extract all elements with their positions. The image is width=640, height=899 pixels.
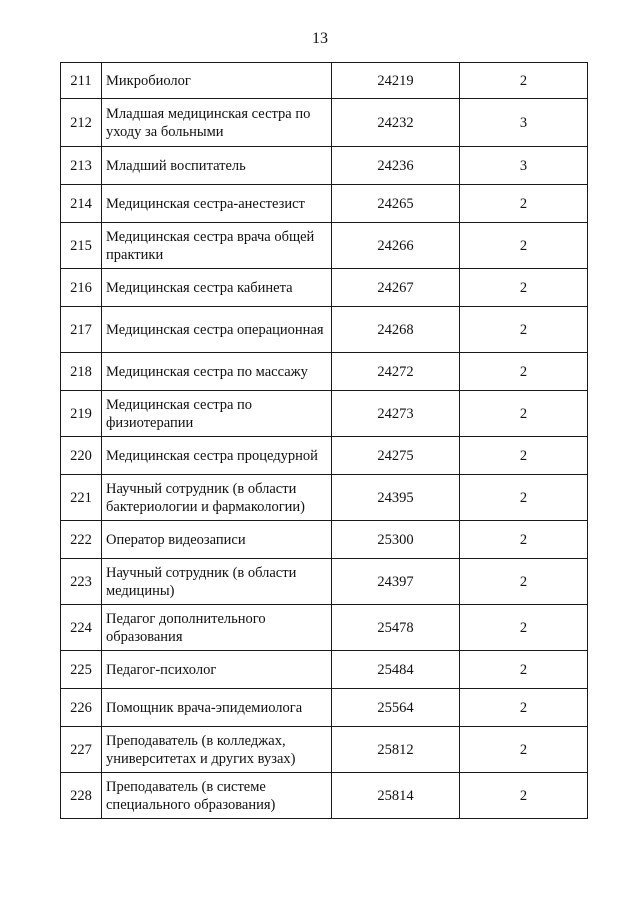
table-row: [61, 727, 588, 773]
position-code: 24219: [332, 63, 460, 99]
position-name: Медицинская сестра процедурной: [102, 437, 332, 475]
position-value: 2: [460, 63, 588, 99]
position-value: 2: [460, 521, 588, 559]
table-row: [61, 437, 588, 475]
position-value: 2: [460, 185, 588, 223]
row-number: 213: [61, 147, 102, 185]
table-row: [61, 605, 588, 651]
position-name: Преподаватель (в системе специального образования): [102, 773, 332, 819]
position-code: 24266: [332, 223, 460, 269]
position-code: 24232: [332, 99, 460, 147]
position-value: 2: [460, 689, 588, 727]
position-name: Педагог дополнительного образования: [102, 605, 332, 651]
row-number: 214: [61, 185, 102, 223]
position-value: 2: [460, 307, 588, 353]
position-code: 24268: [332, 307, 460, 353]
table-row: [61, 475, 588, 521]
position-value: 2: [460, 353, 588, 391]
position-name: Преподаватель (в колледжах, университетах и других вузах): [102, 727, 332, 773]
row-number: 219: [61, 391, 102, 437]
row-number: 224: [61, 605, 102, 651]
position-name: Помощник врача-эпидемиолога: [102, 689, 332, 727]
table-row: [61, 689, 588, 727]
position-code: 25812: [332, 727, 460, 773]
row-number: 220: [61, 437, 102, 475]
table-row: [61, 223, 588, 269]
position-name: Микробиолог: [102, 63, 332, 99]
table-row: [61, 63, 588, 99]
table-row: [61, 521, 588, 559]
position-value: 2: [460, 475, 588, 521]
position-code: 24267: [332, 269, 460, 307]
position-value: 3: [460, 147, 588, 185]
row-number: 211: [61, 63, 102, 99]
position-name: Медицинская сестра по физиотерапии: [102, 391, 332, 437]
position-value: 2: [460, 223, 588, 269]
position-value: 2: [460, 605, 588, 651]
position-value: 3: [460, 99, 588, 147]
row-number: 221: [61, 475, 102, 521]
position-name: Научный сотрудник (в области медицины): [102, 559, 332, 605]
row-number: 218: [61, 353, 102, 391]
position-name: Педагог-психолог: [102, 651, 332, 689]
row-number: 226: [61, 689, 102, 727]
row-number: 212: [61, 99, 102, 147]
position-value: 2: [460, 651, 588, 689]
position-value: 2: [460, 773, 588, 819]
position-code: 25564: [332, 689, 460, 727]
position-value: 2: [460, 437, 588, 475]
positions-table: [60, 62, 588, 819]
position-code: 24275: [332, 437, 460, 475]
position-name: Медицинская сестра по массажу: [102, 353, 332, 391]
position-name: Медицинская сестра операционная: [102, 307, 332, 353]
row-number: 216: [61, 269, 102, 307]
row-number: 223: [61, 559, 102, 605]
position-value: 2: [460, 391, 588, 437]
row-number: 217: [61, 307, 102, 353]
position-code: 25300: [332, 521, 460, 559]
position-name: Медицинская сестра врача общей практики: [102, 223, 332, 269]
table-row: [61, 559, 588, 605]
position-code: 25484: [332, 651, 460, 689]
row-number: 215: [61, 223, 102, 269]
table-row: [61, 773, 588, 819]
table-body: [61, 63, 588, 819]
table-row: [61, 391, 588, 437]
page-number: 13: [312, 30, 328, 47]
position-code: 25478: [332, 605, 460, 651]
position-value: 2: [460, 559, 588, 605]
position-value: 2: [460, 269, 588, 307]
row-number: 222: [61, 521, 102, 559]
table-row: [61, 147, 588, 185]
position-code: 24265: [332, 185, 460, 223]
position-code: 24397: [332, 559, 460, 605]
table-row: [61, 353, 588, 391]
position-value: 2: [460, 727, 588, 773]
table-row: [61, 269, 588, 307]
position-code: 24273: [332, 391, 460, 437]
position-code: 24236: [332, 147, 460, 185]
position-name: Оператор видеозаписи: [102, 521, 332, 559]
position-name: Медицинская сестра-анестезист: [102, 185, 332, 223]
position-code: 24272: [332, 353, 460, 391]
row-number: 228: [61, 773, 102, 819]
position-name: Младший воспитатель: [102, 147, 332, 185]
table-row: [61, 185, 588, 223]
position-code: 25814: [332, 773, 460, 819]
row-number: 225: [61, 651, 102, 689]
row-number: 227: [61, 727, 102, 773]
table-row: [61, 307, 588, 353]
table-row: [61, 651, 588, 689]
position-code: 24395: [332, 475, 460, 521]
position-name: Научный сотрудник (в области бактериологии и фармакологии): [102, 475, 332, 521]
position-name: Младшая медицинская сестра по уходу за больными: [102, 99, 332, 147]
position-name: Медицинская сестра кабинета: [102, 269, 332, 307]
table-row: [61, 99, 588, 147]
